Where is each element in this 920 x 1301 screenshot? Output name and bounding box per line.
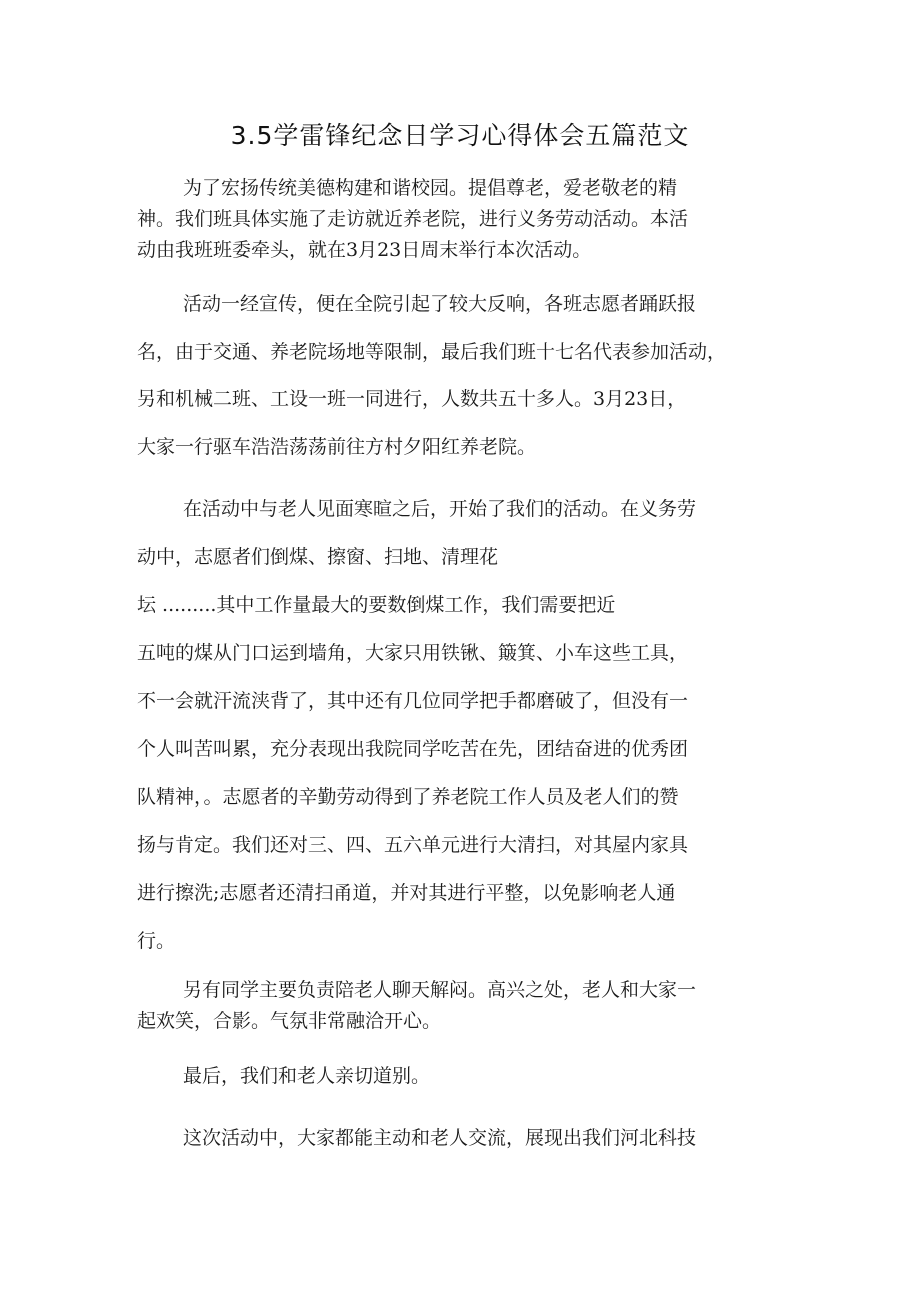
paragraph-3-line-4: 五吨的煤从门口运到墙角，大家只用铁锹、簸箕、小车这些工具， — [137, 642, 689, 664]
paragraph-1-line-2: 神。我们班具体实施了走访就近养老院，进行义务劳动活动。本活 — [137, 208, 689, 230]
paragraph-5-line-1: 最后，我们和老人亲切道别。 — [183, 1065, 431, 1087]
page-title: 3.5学雷锋纪念日学习心得体会五篇范文 — [230, 121, 690, 150]
paragraph-2-line-3: 另和机械二班、工设一班一同进行，人数共五十多人。3月23日， — [137, 388, 687, 410]
paragraph-4-line-2: 起欢笑，合影。气氛非常融洽开心。 — [137, 1010, 442, 1032]
paragraph-4-line-1: 另有同学主要负责陪老人聊天解闷。高兴之处，老人和大家一 — [183, 979, 697, 1001]
paragraph-2-line-4: 大家一行驱车浩浩荡荡前往方村夕阳红养老院。 — [137, 436, 537, 458]
paragraph-3-line-10: 行。 — [137, 930, 176, 952]
paragraph-2-line-1: 活动一经宣传，便在全院引起了较大反响，各班志愿者踊跃报 — [183, 293, 697, 315]
paragraph-3-line-1: 在活动中与老人见面寒暄之后，开始了我们的活动。在义务劳 — [183, 498, 697, 520]
paragraph-3-line-5: 不一会就汗流浃背了，其中还有几位同学把手都磨破了，但没有一 — [137, 690, 689, 712]
paragraph-1-line-3: 动由我班班委牵头，就在3月23日周末举行本次活动。 — [137, 239, 592, 261]
paragraph-3-line-3: 坛 .........其中工作量最大的要数倒煤工作，我们需要把近 — [137, 594, 616, 616]
paragraph-3-line-8: 扬与肯定。我们还对三、四、五六单元进行大清扫，对其屋内家具 — [137, 834, 689, 856]
paragraph-3-line-2: 动中，志愿者们倒煤、擦窗、扫地、清理花 — [137, 546, 499, 568]
paragraph-2-line-2: 名，由于交通、养老院场地等限制，最后我们班十七名代表参加活动， — [137, 341, 727, 363]
paragraph-6-line-1: 这次活动中，大家都能主动和老人交流，展现出我们河北科技 — [183, 1127, 697, 1149]
paragraph-3-line-7: 队精神，。志愿者的辛勤劳动得到了养老院工作人员及老人们的赞 — [137, 786, 679, 808]
paragraph-3-line-6: 个人叫苦叫累，充分表现出我院同学吃苦在先，团结奋进的优秀团 — [137, 738, 689, 760]
paragraph-1-line-1: 为了宏扬传统美德构建和谐校园。提倡尊老，爱老敬老的精 — [183, 177, 678, 199]
paragraph-3-line-9: 进行擦洗;志愿者还清扫甬道，并对其进行平整，以免影响老人通 — [137, 882, 676, 904]
